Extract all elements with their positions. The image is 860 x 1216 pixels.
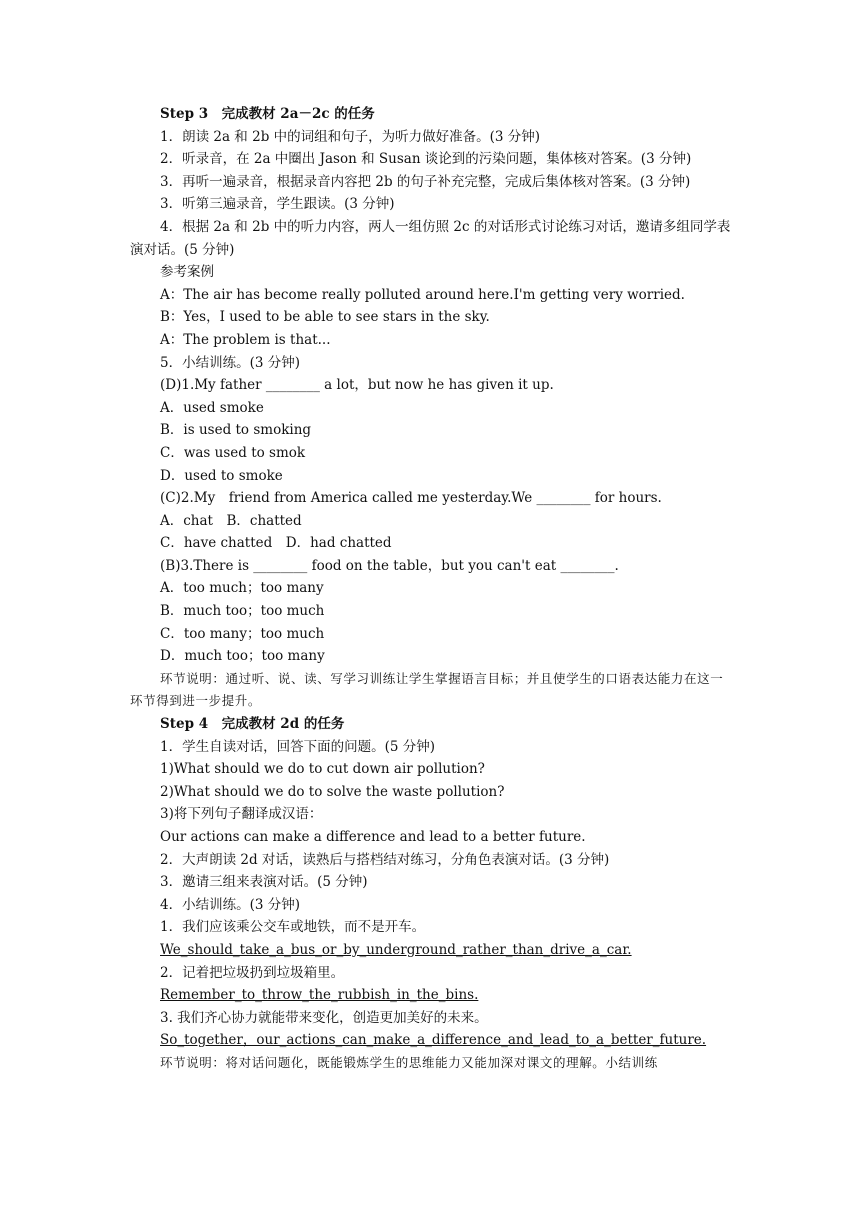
- step3-item: 2．听录音，在 2a 中圈出 Jason 和 Susan 谈论到的污染问题，集体核对答案。(3 分钟): [160, 151, 692, 168]
- translation-answer: So_together，our_actions_can_make_a_difference_and_lead_to_a_better_future.: [160, 1032, 707, 1049]
- translation-prompt: 2．记着把垃圾扔到垃圾箱里。: [160, 964, 345, 981]
- step4-item: 3．邀请三组来表演对话。(5 分钟): [160, 874, 368, 891]
- step3-heading: Step 3 完成教材 2a－2c 的任务: [160, 106, 375, 122]
- step4-item: 2．大声朗读 2d 对话，读熟后与搭档结对练习，分角色表演对话。(3 分钟): [160, 851, 610, 868]
- lesson-plan-text: [130, 103, 735, 1075]
- translation-prompt: 1．我们应该乘公交车或地铁，而不是开车。: [160, 919, 426, 936]
- question-stem: (C)2.My friend from America called me yesterday.We ________ for hours.: [160, 490, 662, 507]
- question-option: D．used to smoke: [160, 467, 283, 484]
- question-option: D．much too；too many: [160, 648, 325, 665]
- question-option: A．chat B．chatted: [160, 512, 302, 529]
- dialogue-line: A：The problem is that...: [160, 331, 331, 348]
- step3-item: 4．根据 2a 和 2b 中的听力内容，两人一组仿照 2c 的对话形式讨论练习对话，邀请多组同学表演对话。(5 分钟): [130, 218, 731, 258]
- practice-title: 5．小结训练。(3 分钟): [160, 354, 301, 371]
- step4-item: 1．学生自读对话，回答下面的问题。(5 分钟): [160, 738, 436, 755]
- translation-prompt: 3. 我们齐心协力就能带来变化，创造更加美好的未来。: [160, 1009, 488, 1026]
- sub-question: 1)What should we do to cut down air pollution?: [160, 761, 485, 778]
- sub-question: 3)将下列句子翻译成汉语：: [160, 806, 323, 823]
- step4-note: 环节说明：将对话问题化，既能锻炼学生的思维能力又能加深对课文的理解。小结训练: [160, 1054, 658, 1070]
- step4-item: 4．小结训练。(3 分钟): [160, 896, 301, 913]
- question-option: A．used smoke: [160, 399, 264, 416]
- dialogue-line: B：Yes，I used to be able to see stars in the sky.: [160, 309, 490, 326]
- question-stem: (B)3.There is ________ food on the table，but you can't eat ________.: [160, 557, 619, 574]
- question-stem: (D)1.My father ________ a lot，but now he has given it up.: [160, 377, 554, 394]
- example-title: 参考案例: [160, 264, 214, 281]
- translation-answer: We_should_take_a_bus_or_by_underground_rather_than_drive_a_car.: [160, 941, 632, 958]
- question-option: C．too many；too much: [160, 625, 325, 642]
- step3-item: 3．听第三遍录音，学生跟读。(3 分钟): [160, 196, 395, 213]
- step3-note: 环节说明：通过听、说、读、写学习训练让学生掌握语言目标；并且使学生的口语表达能力在这一环节得到进一步提升。: [130, 670, 724, 709]
- question-option: A．too much；too many: [160, 580, 324, 597]
- step3-item: 1．朗读 2a 和 2b 中的词组和句子，为听力做好准备。(3 分钟): [160, 128, 541, 145]
- question-option: C．was used to smok: [160, 444, 306, 461]
- step3-item: 3．再听一遍录音，根据录音内容把 2b 的句子补充完整，完成后集体核对答案。(3 分钟): [160, 173, 691, 190]
- translation-answer: Remember_to_throw_the_rubbish_in_the_bins.: [160, 987, 479, 1004]
- question-option: C．have chatted D．had chatted: [160, 535, 392, 552]
- sub-question: 2)What should we do to solve the waste pollution?: [160, 783, 505, 800]
- question-option: B．much too；too much: [160, 603, 325, 620]
- question-option: B．is used to smoking: [160, 422, 312, 439]
- dialogue-line: A：The air has become really polluted around here.I'm getting very worried.: [160, 286, 685, 303]
- translate-sentence: Our actions can make a difference and lead to a better future.: [160, 829, 586, 845]
- step4-heading: Step 4 完成教材 2d 的任务: [160, 716, 345, 733]
